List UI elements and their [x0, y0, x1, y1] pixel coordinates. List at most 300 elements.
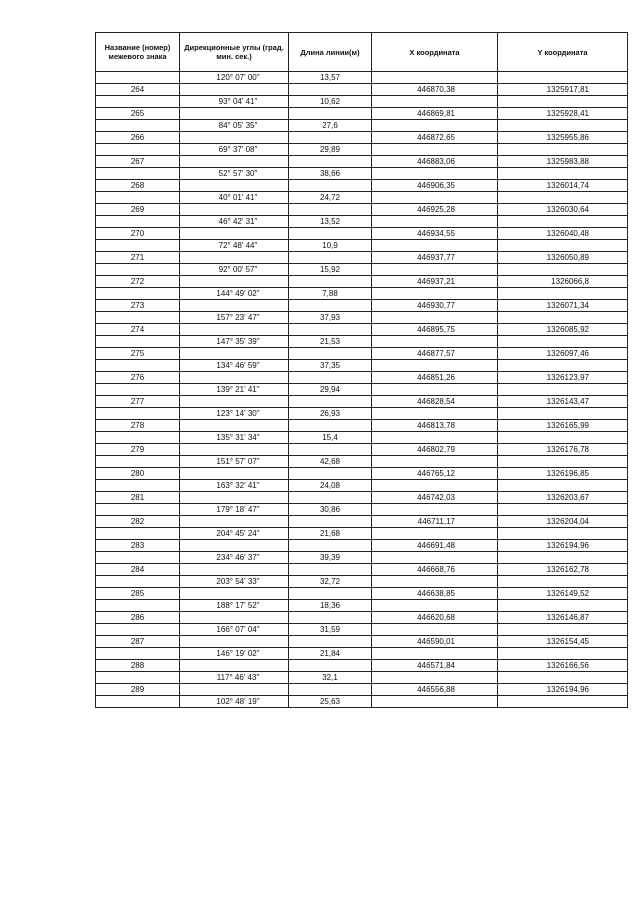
cell-length: 25,63	[289, 696, 372, 708]
cell-x	[372, 576, 498, 588]
cell-mark: 272	[96, 276, 180, 288]
table-row-segment	[96, 240, 628, 252]
cell-length	[289, 396, 372, 408]
cell-x: 446620,68	[372, 612, 498, 624]
cell-x	[372, 624, 498, 636]
cell-angle	[180, 612, 289, 624]
cell-mark	[96, 528, 180, 540]
cell-mark: 285	[96, 588, 180, 600]
cell-x	[372, 288, 498, 300]
cell-x: 446869,81	[372, 108, 498, 120]
table-row-point	[96, 468, 628, 480]
cell-mark	[96, 120, 180, 132]
cell-length: 31,59	[289, 624, 372, 636]
cell-length: 38,66	[289, 168, 372, 180]
cell-x: 446883,06	[372, 156, 498, 168]
cell-x	[372, 432, 498, 444]
table-row-point	[96, 204, 628, 216]
cell-x: 446872,65	[372, 132, 498, 144]
cell-y: 1326166,56	[498, 660, 628, 672]
cell-length	[289, 108, 372, 120]
cell-angle	[180, 132, 289, 144]
cell-angle: 139° 21' 41"	[180, 384, 289, 396]
cell-mark	[96, 456, 180, 468]
table-row-segment	[96, 144, 628, 156]
table-row-point	[96, 540, 628, 552]
cell-mark	[96, 192, 180, 204]
cell-mark	[96, 600, 180, 612]
cell-mark: 274	[96, 324, 180, 336]
cell-length	[289, 276, 372, 288]
table-row-point	[96, 516, 628, 528]
cell-y	[498, 288, 628, 300]
cell-x: 446934,55	[372, 228, 498, 240]
header-x: X координата	[372, 33, 498, 72]
cell-y	[498, 216, 628, 228]
cell-angle	[180, 444, 289, 456]
cell-angle: 135° 31' 34"	[180, 432, 289, 444]
cell-y: 1326071,34	[498, 300, 628, 312]
cell-x	[372, 456, 498, 468]
table-row-point	[96, 492, 628, 504]
cell-x: 446937,21	[372, 276, 498, 288]
cell-mark: 289	[96, 684, 180, 696]
table-row-segment	[96, 528, 628, 540]
cell-x: 446556,88	[372, 684, 498, 696]
cell-mark	[96, 264, 180, 276]
cell-y	[498, 456, 628, 468]
table-row-segment	[96, 96, 628, 108]
table-row-point	[96, 156, 628, 168]
table-row-point	[96, 276, 628, 288]
cell-length	[289, 252, 372, 264]
table-row-segment	[96, 312, 628, 324]
cell-angle: 166° 07' 04"	[180, 624, 289, 636]
cell-mark	[96, 144, 180, 156]
cell-x: 446668,76	[372, 564, 498, 576]
cell-mark	[96, 384, 180, 396]
table-row-point	[96, 300, 628, 312]
cell-length	[289, 372, 372, 384]
cell-x: 446877,57	[372, 348, 498, 360]
cell-y	[498, 120, 628, 132]
cell-y: 1326176,78	[498, 444, 628, 456]
cell-y	[498, 168, 628, 180]
cell-x: 446638,85	[372, 588, 498, 600]
cell-x	[372, 240, 498, 252]
cell-angle	[180, 228, 289, 240]
cell-x	[372, 264, 498, 276]
table-row-segment	[96, 120, 628, 132]
cell-x	[372, 408, 498, 420]
cell-y	[498, 576, 628, 588]
cell-length: 15,92	[289, 264, 372, 276]
cell-y	[498, 144, 628, 156]
cell-mark	[96, 504, 180, 516]
cell-x	[372, 336, 498, 348]
cell-angle: 123° 14' 30"	[180, 408, 289, 420]
table-row-point	[96, 132, 628, 144]
cell-length	[289, 228, 372, 240]
cell-length	[289, 156, 372, 168]
cell-length: 32,72	[289, 576, 372, 588]
cell-y: 1326154,45	[498, 636, 628, 648]
cell-length	[289, 468, 372, 480]
cell-angle: 93° 04' 41"	[180, 96, 289, 108]
table-row-segment	[96, 504, 628, 516]
cell-x	[372, 360, 498, 372]
cell-angle	[180, 180, 289, 192]
cell-length: 10,9	[289, 240, 372, 252]
table-row-point	[96, 252, 628, 264]
cell-mark	[96, 72, 180, 84]
cell-x	[372, 144, 498, 156]
table-row-point	[96, 588, 628, 600]
cell-x	[372, 696, 498, 708]
cell-mark: 281	[96, 492, 180, 504]
cell-y	[498, 240, 628, 252]
cell-x	[372, 552, 498, 564]
cell-y	[498, 312, 628, 324]
table-row-segment	[96, 384, 628, 396]
cell-mark	[96, 408, 180, 420]
cell-angle: 203° 54' 33"	[180, 576, 289, 588]
cell-mark	[96, 624, 180, 636]
cell-mark: 265	[96, 108, 180, 120]
cell-x	[372, 600, 498, 612]
cell-x: 446930,77	[372, 300, 498, 312]
cell-mark	[96, 216, 180, 228]
header-mark: Название (номер) межевого знака	[96, 33, 180, 72]
cell-mark: 283	[96, 540, 180, 552]
cell-x: 446590,01	[372, 636, 498, 648]
cell-length	[289, 588, 372, 600]
cell-mark	[96, 96, 180, 108]
cell-y: 1326149,52	[498, 588, 628, 600]
cell-x	[372, 672, 498, 684]
cell-angle: 234° 46' 37"	[180, 552, 289, 564]
cell-mark: 287	[96, 636, 180, 648]
cell-x: 446925,28	[372, 204, 498, 216]
cell-angle	[180, 324, 289, 336]
table-row-point	[96, 372, 628, 384]
cell-x: 446742,03	[372, 492, 498, 504]
table-row-point	[96, 564, 628, 576]
cell-x: 446937,77	[372, 252, 498, 264]
table-row-segment	[96, 168, 628, 180]
cell-x	[372, 528, 498, 540]
cell-angle: 163° 32' 41"	[180, 480, 289, 492]
cell-angle	[180, 348, 289, 360]
cell-length: 15,4	[289, 432, 372, 444]
cell-angle	[180, 516, 289, 528]
table-row-segment	[96, 72, 628, 84]
cell-angle: 92° 00' 57"	[180, 264, 289, 276]
cell-y	[498, 480, 628, 492]
cell-angle	[180, 396, 289, 408]
table-row-segment	[96, 672, 628, 684]
cell-angle: 134° 46' 59"	[180, 360, 289, 372]
cell-angle: 188° 17' 52"	[180, 600, 289, 612]
cell-angle: 40° 01' 41"	[180, 192, 289, 204]
cell-length	[289, 564, 372, 576]
table-row-segment	[96, 360, 628, 372]
cell-y	[498, 72, 628, 84]
cell-y: 1326066,8	[498, 276, 628, 288]
table-row-segment	[96, 648, 628, 660]
cell-length: 18,36	[289, 600, 372, 612]
cell-y: 1326146,87	[498, 612, 628, 624]
cell-length: 37,35	[289, 360, 372, 372]
cell-x: 446851,26	[372, 372, 498, 384]
cell-y: 1326204,04	[498, 516, 628, 528]
cell-y: 1325955,86	[498, 132, 628, 144]
cell-mark	[96, 288, 180, 300]
table-row-point	[96, 396, 628, 408]
cell-mark	[96, 240, 180, 252]
cell-length: 13,52	[289, 216, 372, 228]
cell-y	[498, 504, 628, 516]
cell-angle	[180, 492, 289, 504]
cell-y	[498, 528, 628, 540]
cell-y	[498, 600, 628, 612]
cell-mark	[96, 432, 180, 444]
cell-y: 1326143,47	[498, 396, 628, 408]
table-row-segment	[96, 192, 628, 204]
cell-mark: 269	[96, 204, 180, 216]
cell-angle: 120° 07' 00"	[180, 72, 289, 84]
cell-length: 24,72	[289, 192, 372, 204]
cell-mark	[96, 576, 180, 588]
cell-y: 1326196,85	[498, 468, 628, 480]
cell-x	[372, 480, 498, 492]
cell-length: 21,53	[289, 336, 372, 348]
table-row-point	[96, 228, 628, 240]
cell-angle	[180, 636, 289, 648]
table-row-point	[96, 180, 628, 192]
cell-y: 1326162,78	[498, 564, 628, 576]
cell-length: 29,89	[289, 144, 372, 156]
cell-y: 1325928,41	[498, 108, 628, 120]
cell-length	[289, 132, 372, 144]
cell-length	[289, 516, 372, 528]
cell-mark	[96, 648, 180, 660]
cell-angle	[180, 684, 289, 696]
table-row-segment	[96, 432, 628, 444]
cell-mark: 288	[96, 660, 180, 672]
cell-y	[498, 96, 628, 108]
table-row-segment	[96, 336, 628, 348]
cell-x	[372, 384, 498, 396]
cell-mark: 280	[96, 468, 180, 480]
cell-angle: 102° 48' 19"	[180, 696, 289, 708]
cell-mark	[96, 696, 180, 708]
cell-mark	[96, 312, 180, 324]
cell-angle	[180, 540, 289, 552]
cell-length	[289, 636, 372, 648]
cell-angle: 146° 19' 02"	[180, 648, 289, 660]
cell-mark: 270	[96, 228, 180, 240]
cell-x	[372, 648, 498, 660]
header-length: Длина линии(м)	[289, 33, 372, 72]
cell-y: 1326203,67	[498, 492, 628, 504]
cell-angle: 204° 45' 24"	[180, 528, 289, 540]
table-row-segment	[96, 408, 628, 420]
cell-angle	[180, 564, 289, 576]
table-row-point	[96, 84, 628, 96]
table-row-point	[96, 612, 628, 624]
cell-x: 446765,12	[372, 468, 498, 480]
cell-angle	[180, 660, 289, 672]
table-row-point	[96, 108, 628, 120]
cell-mark: 273	[96, 300, 180, 312]
cell-mark: 271	[96, 252, 180, 264]
cell-x: 446711,17	[372, 516, 498, 528]
cell-length	[289, 204, 372, 216]
cell-y	[498, 672, 628, 684]
cell-y: 1326040,48	[498, 228, 628, 240]
cell-angle: 84° 05' 35"	[180, 120, 289, 132]
table-row-segment	[96, 264, 628, 276]
cell-length	[289, 492, 372, 504]
cell-mark: 268	[96, 180, 180, 192]
table-row-segment	[96, 456, 628, 468]
cell-y: 1326097,46	[498, 348, 628, 360]
table-row-segment	[96, 576, 628, 588]
cell-y	[498, 360, 628, 372]
cell-angle: 69° 37' 08"	[180, 144, 289, 156]
cell-y	[498, 408, 628, 420]
cell-x	[372, 192, 498, 204]
cell-angle	[180, 276, 289, 288]
cell-mark: 279	[96, 444, 180, 456]
cell-length: 30,86	[289, 504, 372, 516]
cell-x	[372, 96, 498, 108]
cell-mark: 275	[96, 348, 180, 360]
cell-mark	[96, 552, 180, 564]
cell-mark: 282	[96, 516, 180, 528]
cell-angle: 151° 57' 07"	[180, 456, 289, 468]
cell-angle: 157° 23' 47"	[180, 312, 289, 324]
cell-x: 446895,75	[372, 324, 498, 336]
table-row-point	[96, 444, 628, 456]
cell-length	[289, 348, 372, 360]
cell-mark: 264	[96, 84, 180, 96]
coordinates-table	[95, 32, 628, 708]
cell-y: 1326050,89	[498, 252, 628, 264]
cell-angle	[180, 300, 289, 312]
cell-x	[372, 216, 498, 228]
cell-angle	[180, 588, 289, 600]
cell-x: 446906,35	[372, 180, 498, 192]
cell-mark	[96, 336, 180, 348]
table-row-segment	[96, 624, 628, 636]
table-body	[96, 72, 628, 708]
header-angle: Дирекционные углы (град. мин. сек.)	[180, 33, 289, 72]
cell-x	[372, 504, 498, 516]
cell-y	[498, 432, 628, 444]
table-row-segment	[96, 696, 628, 708]
cell-angle	[180, 372, 289, 384]
cell-length	[289, 84, 372, 96]
cell-y	[498, 336, 628, 348]
cell-length	[289, 540, 372, 552]
cell-length: 21,84	[289, 648, 372, 660]
cell-x: 446813,78	[372, 420, 498, 432]
cell-angle	[180, 468, 289, 480]
cell-y	[498, 696, 628, 708]
cell-mark: 286	[96, 612, 180, 624]
table-row-point	[96, 324, 628, 336]
cell-length: 27,6	[289, 120, 372, 132]
cell-x	[372, 312, 498, 324]
cell-angle	[180, 252, 289, 264]
cell-x: 446870,38	[372, 84, 498, 96]
cell-angle	[180, 84, 289, 96]
cell-angle	[180, 420, 289, 432]
table-row-segment	[96, 552, 628, 564]
table-row-point	[96, 636, 628, 648]
cell-y	[498, 264, 628, 276]
cell-length	[289, 660, 372, 672]
cell-angle: 144° 49' 02"	[180, 288, 289, 300]
cell-length	[289, 612, 372, 624]
cell-length	[289, 324, 372, 336]
cell-y: 1326030,64	[498, 204, 628, 216]
table-row-point	[96, 420, 628, 432]
cell-length	[289, 420, 372, 432]
cell-length	[289, 180, 372, 192]
cell-length: 26,93	[289, 408, 372, 420]
table-row-point	[96, 684, 628, 696]
cell-length: 29,94	[289, 384, 372, 396]
cell-mark: 266	[96, 132, 180, 144]
cell-length: 7,88	[289, 288, 372, 300]
cell-angle	[180, 108, 289, 120]
cell-length: 24,08	[289, 480, 372, 492]
cell-mark: 276	[96, 372, 180, 384]
cell-angle	[180, 204, 289, 216]
cell-y	[498, 192, 628, 204]
cell-y: 1326194,96	[498, 540, 628, 552]
cell-x	[372, 72, 498, 84]
cell-length: 39,39	[289, 552, 372, 564]
cell-y	[498, 624, 628, 636]
cell-x: 446802,79	[372, 444, 498, 456]
cell-mark: 278	[96, 420, 180, 432]
cell-length	[289, 684, 372, 696]
table-row-point	[96, 660, 628, 672]
cell-mark	[96, 360, 180, 372]
cell-length	[289, 300, 372, 312]
table-row-segment	[96, 288, 628, 300]
cell-mark: 267	[96, 156, 180, 168]
cell-y	[498, 648, 628, 660]
cell-angle	[180, 156, 289, 168]
cell-x: 446691,48	[372, 540, 498, 552]
cell-mark	[96, 168, 180, 180]
cell-y: 1326014,74	[498, 180, 628, 192]
cell-angle: 117° 46' 43"	[180, 672, 289, 684]
cell-x: 446828,54	[372, 396, 498, 408]
table-row-segment	[96, 480, 628, 492]
cell-x	[372, 120, 498, 132]
cell-length	[289, 444, 372, 456]
cell-angle: 72° 48' 44"	[180, 240, 289, 252]
cell-y: 1326123,97	[498, 372, 628, 384]
cell-y: 1326194,96	[498, 684, 628, 696]
cell-length: 21,68	[289, 528, 372, 540]
